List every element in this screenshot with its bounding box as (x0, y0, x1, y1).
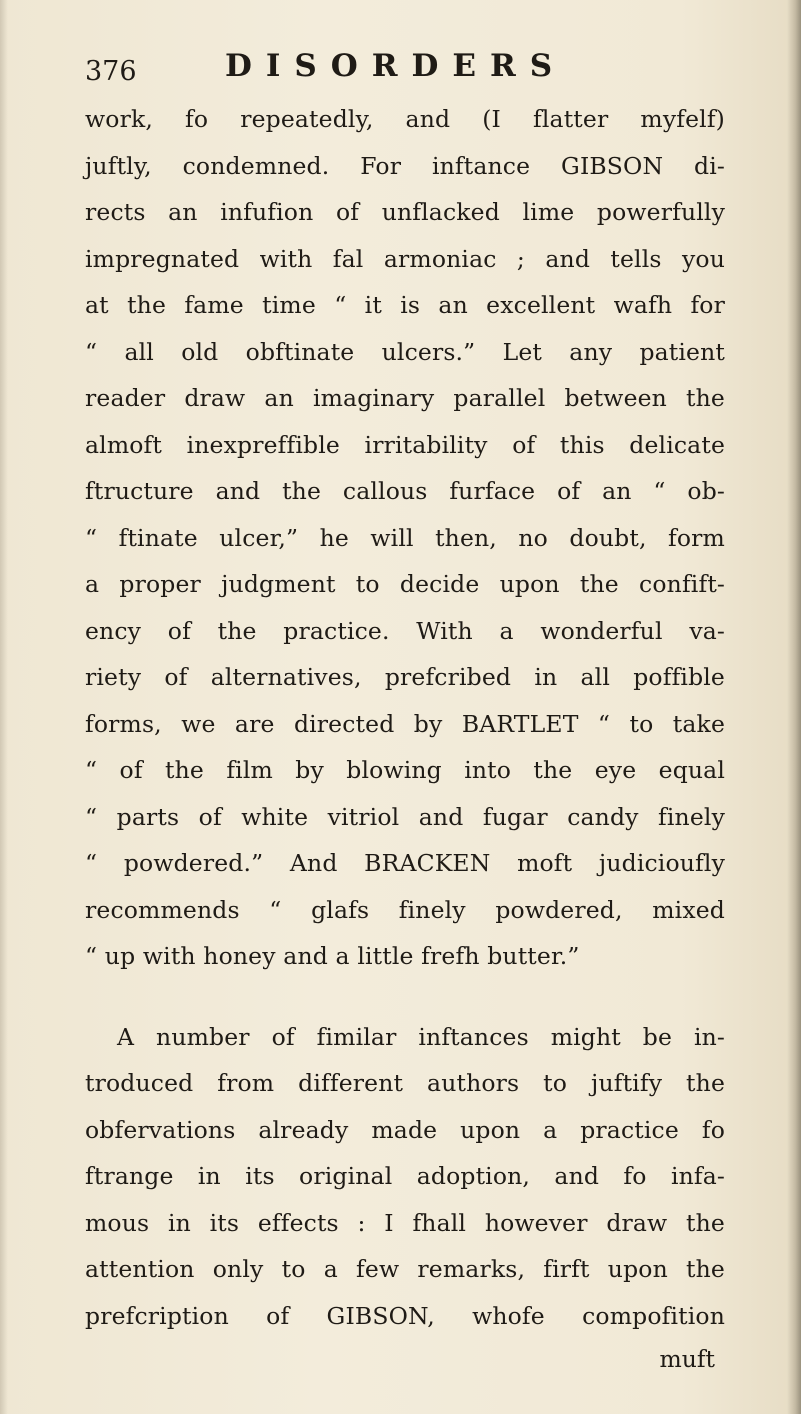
text-line: prefcription of GIBSON, whofe compofition (85, 1301, 725, 1330)
text-line: “ up with honey and a little frefh butter.” (85, 942, 580, 970)
text-line: recommends “ glafs finely powdered, mixed (85, 895, 725, 924)
text-line: A number of fimilar inftances might be in- (117, 1022, 725, 1051)
text-line: a proper judgment to decide upon the confift- (85, 570, 725, 598)
text-line: troduced from different authors to juftify the (85, 1069, 725, 1097)
page-left-shadow (0, 0, 8, 1414)
page-right-shadow (787, 0, 801, 1414)
text-line: rects an infufion of unflacked lime powerfully (85, 198, 725, 226)
running-head: DISORDERS (225, 48, 567, 84)
text-line: at the fame time “ it is an excellent wafh for (85, 291, 725, 319)
text-line: “ of the film by blowing into the eye equal (85, 756, 725, 784)
text-line: “ ftinate ulcer,” he will then, no doubt, form (85, 523, 725, 552)
text-line: impregnated with fal armoniac ; and tells you (85, 244, 725, 273)
page-number: 376 (85, 56, 137, 87)
paragraph-2 (85, 1014, 725, 1340)
paragraph-1 (85, 96, 725, 980)
text-line: ftructure and the callous furface of an “ ob- (85, 477, 725, 505)
page-header (85, 44, 725, 94)
text-line: work, fo repeatedly, and (I flatter myfelf) (85, 105, 725, 133)
paragraph-gap (85, 980, 725, 1014)
text-line: ency of the practice. With a wonderful va- (85, 616, 725, 645)
text-line: attention only to a few remarks, firft upon the (85, 1255, 725, 1283)
text-line: riety of alternatives, prefcribed in all poffible (85, 663, 725, 691)
text-line: “ parts of white vitriol and fugar candy finely (85, 802, 725, 831)
body-text (85, 96, 725, 1379)
text-line: “ powdered.” And BRACKEN moft judicioufly (85, 849, 725, 877)
catchword: muft (659, 1345, 715, 1373)
text-line: mous in its effects : I fhall however draw the (85, 1208, 725, 1237)
text-line: obfervations already made upon a practice fo (85, 1115, 725, 1144)
text-line: juftly, condemned. For inftance GIBSON di- (85, 151, 725, 180)
text-line: ftrange in its original adoption, and fo infa- (85, 1162, 725, 1190)
text-line: forms, we are directed by BARTLET “ to take (85, 709, 725, 738)
text-line: almoft inexpreffible irritability of this delicate (85, 430, 725, 459)
text-line: reader draw an imaginary parallel between the (85, 384, 725, 412)
text-line: “ all old obftinate ulcers.” Let any patient (85, 337, 725, 366)
